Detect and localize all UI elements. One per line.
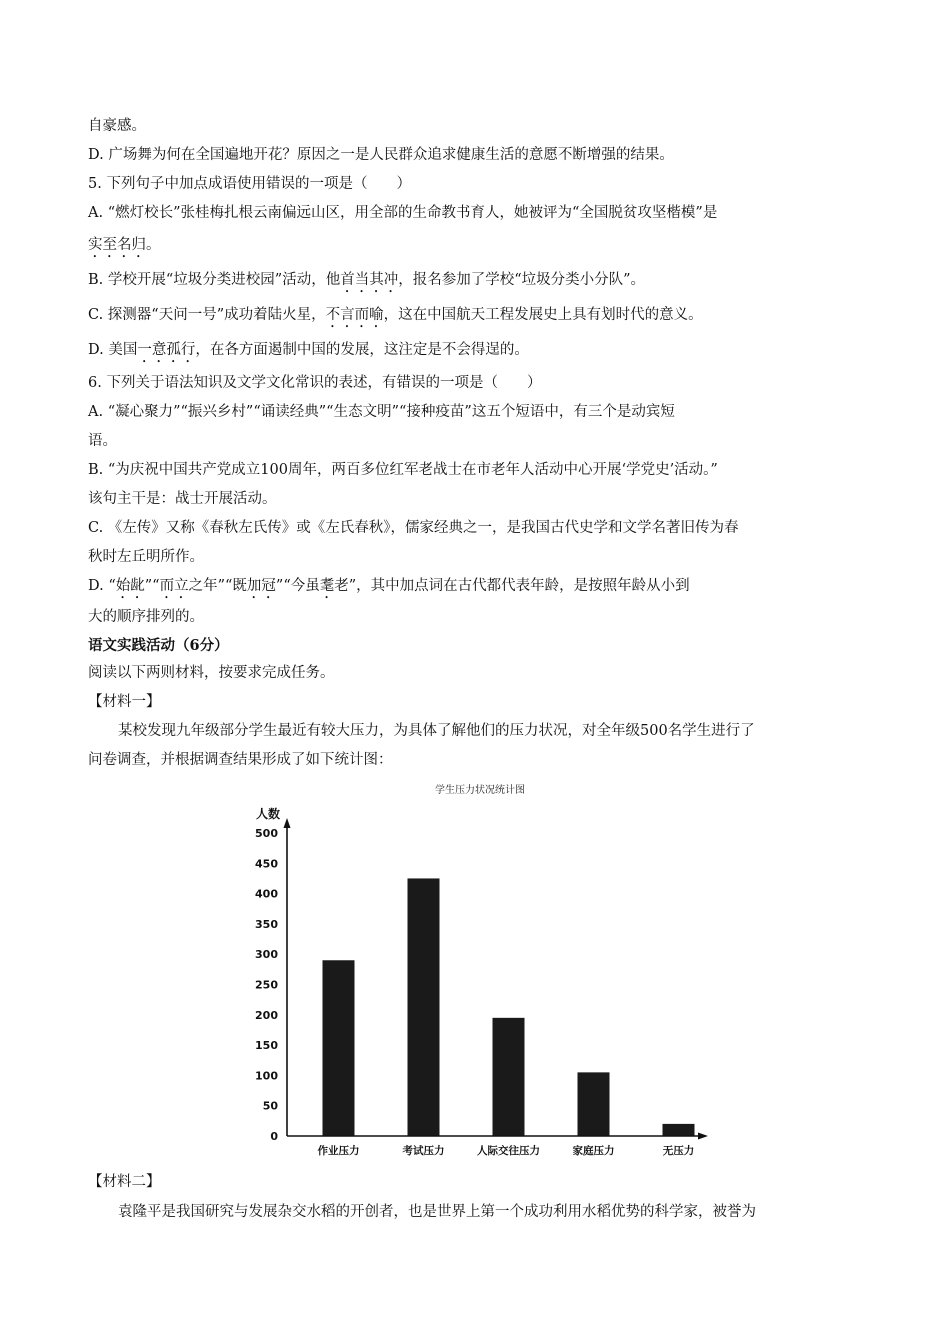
text-seg: ，报名参加了学校“垃圾分类小分队”。	[398, 272, 646, 288]
bar	[578, 1072, 610, 1136]
y-tick-label: 250	[255, 978, 278, 992]
text-seg: ”“	[144, 578, 160, 594]
question-5: 5. 下列句子中加点成语使用错误的一项是（ ）	[88, 176, 411, 192]
text-seg: 之年”“既	[188, 578, 247, 594]
text-seg: B. 学校开展“垃圾分类进校园”活动，他	[88, 272, 341, 288]
y-axis-arrow	[284, 818, 291, 828]
y-tick-label: 0	[270, 1130, 278, 1143]
text-seg: ，这在中国航天工程发展史上具有划时代的意义。	[383, 307, 703, 323]
text-seg: ”“今虽	[275, 578, 320, 594]
dotted-idiom: 首当其冲	[340, 272, 399, 288]
y-tick-label: 150	[255, 1039, 278, 1053]
y-tick-label: 400	[255, 887, 278, 901]
material-2-label: 【材料二】	[88, 1174, 161, 1190]
option-b-q5	[88, 270, 645, 296]
y-tick-label: 50	[262, 1099, 278, 1113]
option-c-q6-cont: 秋时左丘明所作。	[88, 549, 204, 565]
x-tick-label: 家庭压力	[572, 1145, 615, 1157]
dotted-word: 耄	[319, 578, 335, 594]
option-a-q5-cont: 实至名归。	[88, 237, 161, 253]
bar	[408, 878, 440, 1136]
option-d-q6-cont: 大的顺序排列的。	[88, 609, 204, 625]
option-a-q5: A. “燃灯校长”张桂梅扎根云南偏远山区，用全部的生命教书育人，她被评为“全国脱贫攻坚楷模”是	[88, 205, 718, 221]
bar	[663, 1124, 695, 1136]
dotted-word: 而立	[159, 578, 189, 594]
dotted-idiom: 一意孤行	[137, 342, 196, 358]
option-b-q6: B. “为庆祝中国共产党成立100周年，两百多位红军老战士在市老年人活动中心开展‘学党史’活动。”	[88, 462, 718, 478]
option-d-q4: D. 广场舞为何在全国遍地开花？原因之一是人民群众追求健康生活的意愿不断增强的结果。	[88, 147, 674, 163]
dotted-word: 加冠	[246, 578, 276, 594]
bar	[323, 960, 355, 1136]
material-1-label: 【材料一】	[88, 694, 161, 710]
text-line: 自豪感。	[88, 118, 146, 134]
y-tick-label: 450	[255, 857, 278, 871]
x-tick-label: 无压力	[662, 1145, 695, 1157]
option-a-q6: A. “凝心聚力”“振兴乡村”“诵读经典”“生态文明”“接种疫苗”这五个短语中，有三个是动宾短	[88, 404, 675, 420]
text-seg: D. 美国	[88, 342, 138, 358]
material-2-text: 袁隆平是我国研究与发展杂交水稻的开创者，也是世界上第一个成功利用水稻优势的科学家，被誉为	[118, 1204, 756, 1220]
option-d-q5	[88, 340, 529, 366]
y-axis-label: 人数	[256, 807, 281, 821]
bar	[493, 1018, 525, 1136]
option-a-q6-cont: 语。	[88, 433, 117, 449]
text-seg: C. 探测器“天问一号”成功着陆火星，	[88, 307, 326, 323]
option-c-q5	[88, 305, 703, 331]
instruction: 阅读以下两则材料，按要求完成任务。	[88, 665, 335, 681]
y-tick-label: 300	[255, 948, 278, 962]
x-tick-label: 考试压力	[402, 1145, 445, 1157]
material-1-text: 某校发现九年级部分学生最近有较大压力，为具体了解他们的压力状况，对全年级500名学生进行了	[118, 723, 755, 739]
y-tick-label: 100	[255, 1069, 278, 1083]
y-tick-label: 200	[255, 1008, 278, 1022]
material-1-text-cont: 问卷调查，并根据调查结果形成了如下统计图：	[88, 752, 393, 768]
text-seg: ，在各方面遏制中国的发展，这注定是不会得逞的。	[195, 342, 529, 358]
question-6: 6. 下列关于语法知识及文学文化常识的表述，有错误的一项是（ ）	[88, 375, 542, 391]
stress-bar-chart	[240, 778, 720, 1164]
option-d-q6	[88, 576, 690, 602]
dotted-idiom: 不言而喻	[325, 307, 384, 323]
text-seg: D. “	[88, 578, 116, 594]
text-seg: 老”，其中加点词在古代都代表年龄，是按照年龄从小到	[334, 578, 690, 594]
x-tick-label: 作业压力	[317, 1145, 360, 1157]
section-heading: 语文实践活动（6分）	[88, 637, 229, 654]
option-b-q6-cont: 该句主干是：战士开展活动。	[88, 491, 277, 507]
option-c-q6: C. 《左传》又称《春秋左氏传》或《左氏春秋》，儒家经典之一，是我国古代史学和文学名著旧传为春	[88, 520, 739, 536]
x-tick-label: 人际交往压力	[477, 1145, 540, 1157]
dotted-word: 始龀	[115, 578, 145, 594]
chart-title: 学生压力状况统计图	[435, 785, 525, 796]
x-axis-arrow	[698, 1133, 708, 1140]
y-tick-label: 350	[255, 917, 278, 931]
y-tick-label: 500	[255, 827, 278, 840]
